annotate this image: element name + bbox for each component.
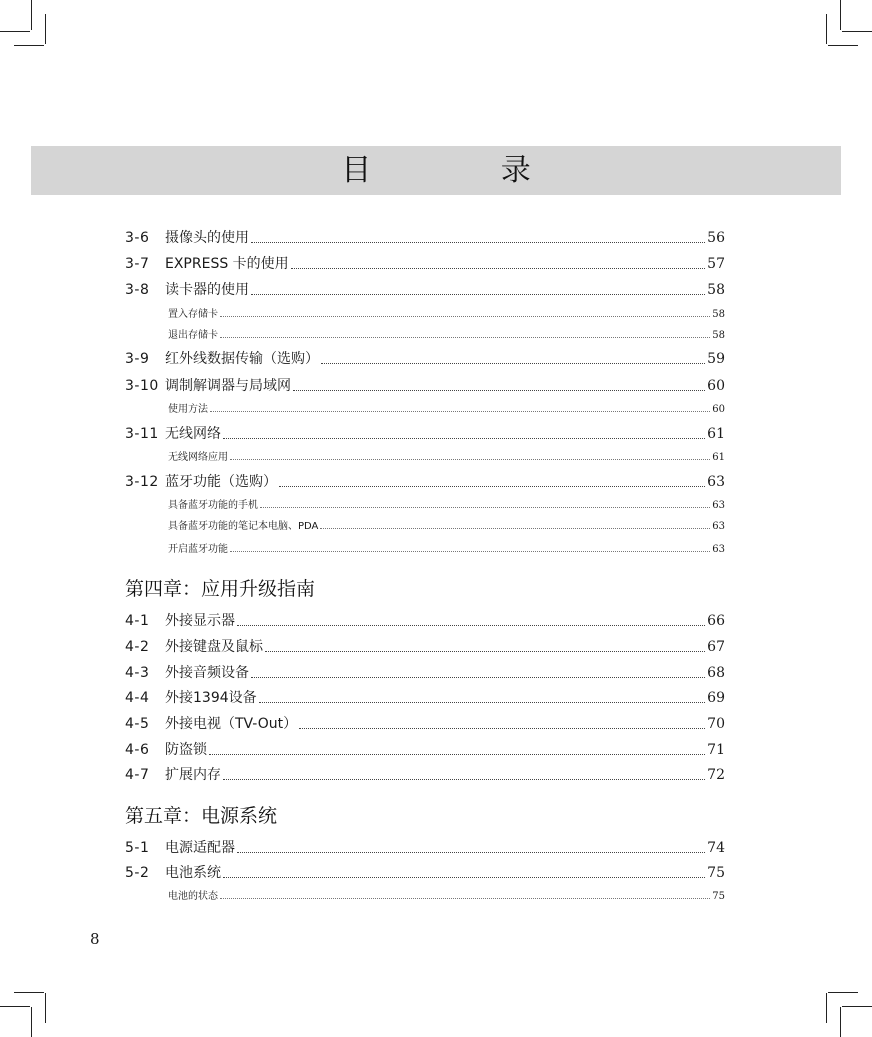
entry-page: 57 <box>707 256 725 272</box>
entry-number: 4-1 <box>125 613 150 629</box>
toc-entry[interactable] <box>125 348 725 368</box>
toc-entry[interactable] <box>125 713 725 733</box>
subentry-title: 退出存储卡 <box>168 330 218 341</box>
toc-entry[interactable] <box>125 636 725 656</box>
entry-number: 4-7 <box>125 767 150 783</box>
subentry-page: 63 <box>712 500 725 511</box>
dot-leader <box>279 486 705 487</box>
chapter-heading[interactable]: 第五章：电源系统 <box>125 805 278 827</box>
subentry-title: 具备蓝牙功能的笔记本电脑、PDA <box>168 521 319 532</box>
chapter-heading[interactable]: 第四章：应用升级指南 <box>125 578 316 600</box>
entry-page: 72 <box>707 767 725 783</box>
entry-page: 63 <box>707 474 725 490</box>
dot-leader <box>251 294 705 295</box>
entry-number: 4-5 <box>125 716 150 732</box>
entry-title: 无线网络 <box>165 426 221 442</box>
dot-leader <box>220 898 710 899</box>
entry-title: 扩展内存 <box>165 767 221 783</box>
subentry-page: 58 <box>712 330 725 341</box>
dot-leader <box>293 390 705 391</box>
entry-title: 外接键盘及鼠标 <box>165 639 263 655</box>
dot-leader <box>291 268 705 269</box>
entry-title: 读卡器的使用 <box>165 282 249 298</box>
toc-entry[interactable] <box>125 687 725 707</box>
subentry-title: 具备蓝牙功能的手机 <box>168 500 258 511</box>
dot-leader <box>265 651 705 652</box>
entry-number: 5-1 <box>125 840 150 856</box>
dot-leader <box>251 242 705 243</box>
page-title: 目 录 <box>341 153 591 188</box>
entry-page: 61 <box>707 426 725 442</box>
subentry-page: 75 <box>712 891 725 902</box>
entry-page: 56 <box>707 230 725 246</box>
entry-title: 外接电视（TV-Out） <box>165 716 298 732</box>
toc-subentry[interactable] <box>168 540 725 555</box>
toc-entry[interactable] <box>125 610 725 630</box>
entry-page: 59 <box>707 351 725 367</box>
entry-number: 3-8 <box>125 282 150 298</box>
dot-leader <box>230 551 710 552</box>
toc-entry[interactable] <box>125 837 725 857</box>
entry-title: 摄像头的使用 <box>165 230 249 246</box>
entry-title: 红外线数据传输（选购） <box>165 351 319 367</box>
toc-entry[interactable] <box>125 764 725 784</box>
toc-entry[interactable] <box>125 662 725 682</box>
dot-leader <box>220 316 710 317</box>
entry-number: 4-4 <box>125 690 150 706</box>
dot-leader <box>299 728 705 729</box>
dot-leader <box>209 754 705 755</box>
dot-leader <box>237 852 705 853</box>
entry-page: 68 <box>707 665 725 681</box>
toc-subentry[interactable] <box>168 326 725 341</box>
subentry-title: 电池的状态 <box>168 891 218 902</box>
toc-entry[interactable] <box>125 862 725 882</box>
entry-page: 66 <box>707 613 725 629</box>
page-number: 8 <box>90 930 100 948</box>
entry-page: 58 <box>707 282 725 298</box>
entry-page: 71 <box>707 742 725 758</box>
toc-subentry[interactable] <box>168 496 725 511</box>
entry-number: 3-11 <box>125 426 159 442</box>
subentry-page: 58 <box>712 309 725 320</box>
entry-title: 外接显示器 <box>165 613 235 629</box>
entry-title: 外接1394设备 <box>165 690 257 706</box>
dot-leader <box>321 363 705 364</box>
entry-title: 防盗锁 <box>165 742 207 758</box>
dot-leader <box>320 528 710 529</box>
entry-number: 3-7 <box>125 256 150 272</box>
dot-leader <box>220 337 710 338</box>
entry-page: 67 <box>707 639 725 655</box>
entry-number: 4-3 <box>125 665 150 681</box>
entry-title: 电源适配器 <box>165 840 235 856</box>
toc-subentry[interactable] <box>168 400 725 415</box>
entry-page: 70 <box>707 716 725 732</box>
entry-number: 4-6 <box>125 742 150 758</box>
subentry-page: 63 <box>712 544 725 555</box>
entry-title: EXPRESS 卡的使用 <box>165 256 289 272</box>
entry-title: 蓝牙功能（选购） <box>165 474 277 490</box>
subentry-title: 使用方法 <box>168 404 208 415</box>
subentry-title: 置入存储卡 <box>168 309 218 320</box>
toc-entry[interactable] <box>125 253 725 273</box>
entry-page: 60 <box>707 378 725 394</box>
entry-page: 74 <box>707 840 725 856</box>
dot-leader <box>210 411 710 412</box>
dot-leader <box>223 779 705 780</box>
toc-subentry[interactable] <box>168 305 725 320</box>
subentry-page: 61 <box>712 452 725 463</box>
toc-entry[interactable] <box>125 471 725 491</box>
subentry-page: 60 <box>712 404 725 415</box>
entry-page: 69 <box>707 690 725 706</box>
dot-leader <box>259 702 706 703</box>
toc-entry[interactable] <box>125 739 725 759</box>
toc-subentry[interactable] <box>168 517 725 532</box>
dot-leader <box>223 438 705 439</box>
entry-number: 5-2 <box>125 865 150 881</box>
entry-title: 外接音频设备 <box>165 665 249 681</box>
dot-leader <box>260 507 710 508</box>
entry-title: 调制解调器与局域网 <box>165 378 291 394</box>
toc-entry[interactable] <box>125 227 725 247</box>
entry-number: 3-10 <box>125 378 159 394</box>
toc-subentry[interactable] <box>168 887 725 902</box>
dot-leader <box>251 677 705 678</box>
entry-number: 4-2 <box>125 639 150 655</box>
subentry-title: 开启蓝牙功能 <box>168 544 228 555</box>
dot-leader <box>230 459 710 460</box>
dot-leader <box>237 625 705 626</box>
toc-entry[interactable] <box>125 279 725 299</box>
subentry-page: 63 <box>712 521 725 532</box>
entry-title: 电池系统 <box>165 865 221 881</box>
entry-number: 3-12 <box>125 474 159 490</box>
entry-number: 3-9 <box>125 351 150 367</box>
toc-entry[interactable] <box>125 375 725 395</box>
toc-subentry[interactable] <box>168 448 725 463</box>
subentry-title: 无线网络应用 <box>168 452 228 463</box>
entry-page: 75 <box>707 865 725 881</box>
entry-number: 3-6 <box>125 230 150 246</box>
toc-entry[interactable] <box>125 423 725 443</box>
dot-leader <box>223 877 705 878</box>
